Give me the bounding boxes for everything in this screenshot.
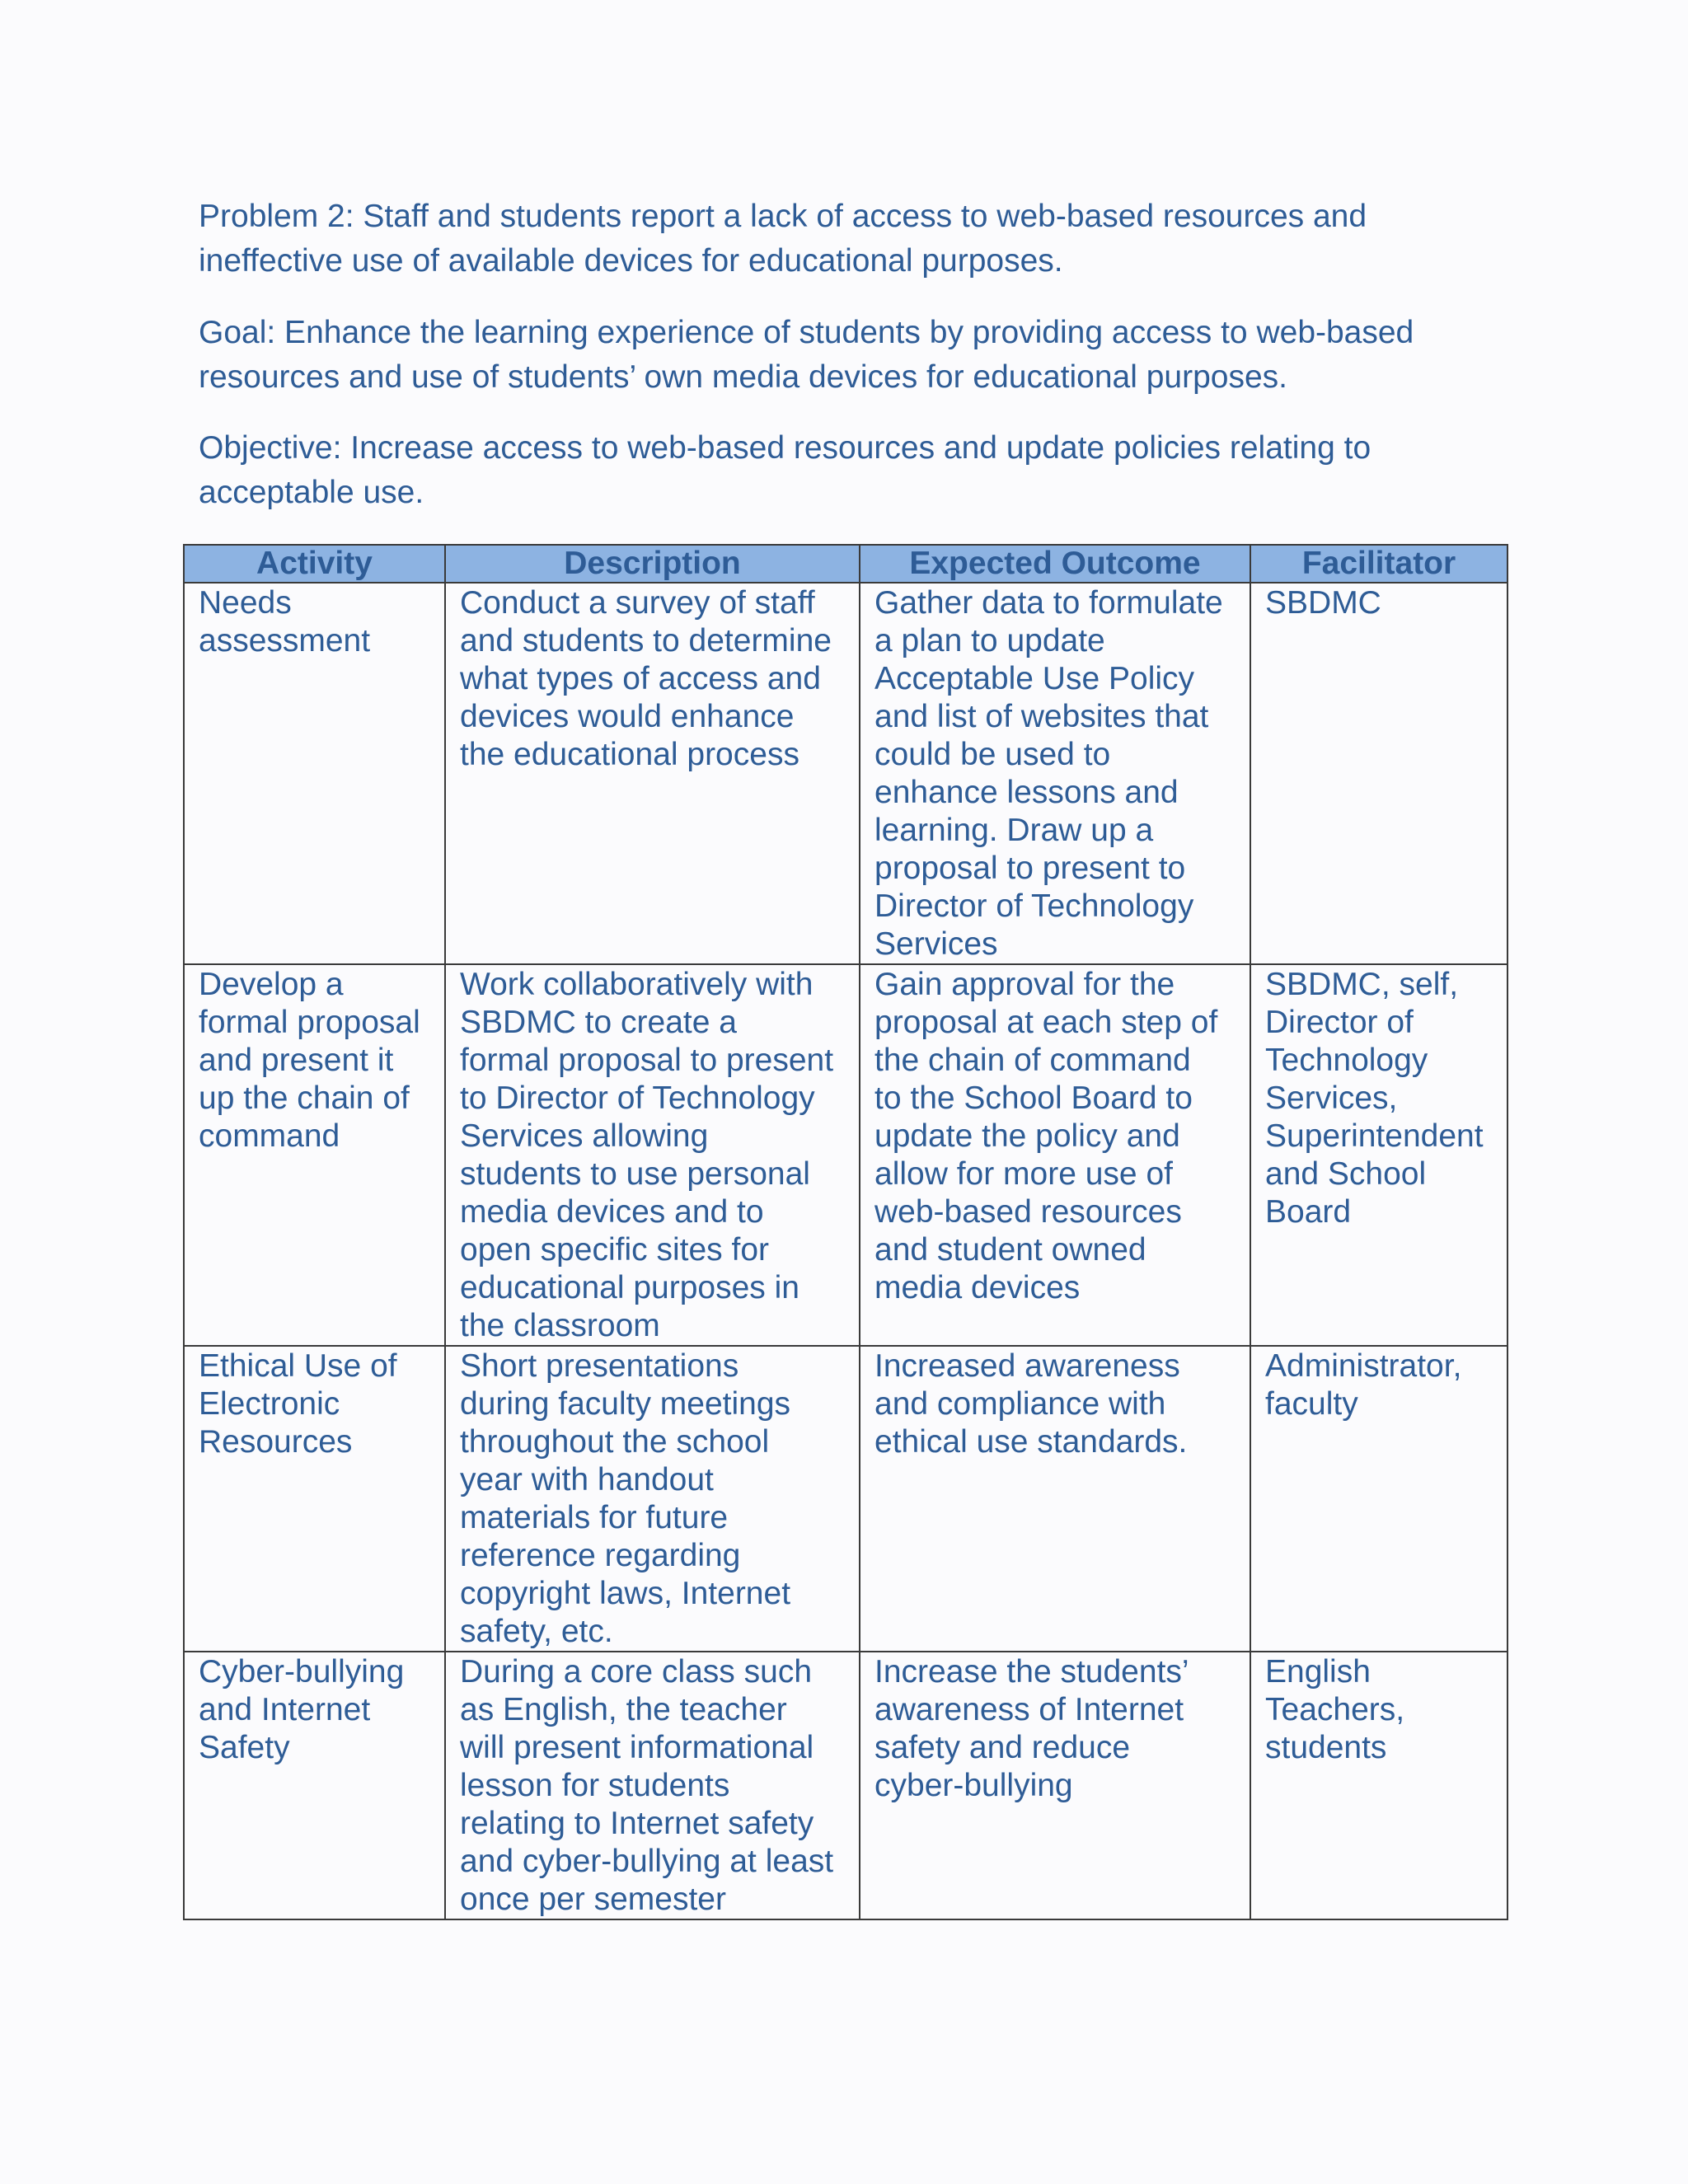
activity-cell: Needs assessment bbox=[184, 583, 445, 964]
activity-cell: Ethical Use of Electronic Resources bbox=[184, 1346, 445, 1652]
goal-statement: Goal: Enhance the learning experience of students by providing access to web-based resources and use of students’ own media devices for educational purposes. bbox=[199, 315, 1414, 395]
table-row bbox=[184, 1346, 1507, 1652]
expected-outcome-cell: Increased awareness and compliance with ethical use standards. bbox=[860, 1346, 1250, 1652]
facilitator-cell: Administrator, faculty bbox=[1250, 1346, 1507, 1652]
activity-cell: Develop a formal proposal and present it up the chain of command bbox=[184, 964, 445, 1346]
expected-outcome-cell: Gain approval for the proposal at each step of the chain of command to the School Board to update the policy and allow for more use of web-based resources and student owned media devices bbox=[860, 964, 1250, 1346]
description-cell: During a core class such as English, the teacher will present informational lesson for students relating to Internet safety and cyber-bullying at least once per semester bbox=[445, 1652, 860, 1919]
table-header-row bbox=[184, 545, 1507, 583]
description-cell: Work collaboratively with SBDMC to create a formal proposal to present to Director of Technology Services allowing students to use personal media devices and to open specific sites for educational purposes in the classroom bbox=[445, 964, 860, 1346]
header-activity: Activity bbox=[184, 545, 445, 583]
facilitator-cell: English Teachers, students bbox=[1250, 1652, 1507, 1919]
action-plan-table bbox=[183, 544, 1508, 1920]
header-description: Description bbox=[445, 545, 860, 583]
expected-outcome-cell: Gather data to formulate a plan to update Acceptable Use Policy and list of websites that could be used to enhance lessons and learning. Draw up a proposal to present to Director of Technology Services bbox=[860, 583, 1250, 964]
description-cell: Conduct a survey of staff and students to determine what types of access and devices would enhance the educational process bbox=[445, 583, 860, 964]
facilitator-cell: SBDMC, self, Director of Technology Services, Superintendent and School Board bbox=[1250, 964, 1507, 1346]
activity-cell: Cyber-bullying and Internet Safety bbox=[184, 1652, 445, 1919]
table-row bbox=[184, 583, 1507, 964]
header-expected-outcome: Expected Outcome bbox=[860, 545, 1250, 583]
expected-outcome-cell: Increase the students’ awareness of Internet safety and reduce cyber-bullying bbox=[860, 1652, 1250, 1919]
description-cell: Short presentations during faculty meetings throughout the school year with handout materials for future reference regarding copyright laws, Internet safety, etc. bbox=[445, 1346, 860, 1652]
facilitator-cell: SBDMC bbox=[1250, 583, 1507, 964]
table-row bbox=[184, 964, 1507, 1346]
problem-statement: Problem 2: Staff and students report a lack of access to web-based resources and ineffective use of available devices for educational purposes. bbox=[199, 199, 1367, 279]
table-row bbox=[184, 1652, 1507, 1919]
header-facilitator: Facilitator bbox=[1250, 545, 1507, 583]
objective-statement: Objective: Increase access to web-based resources and update policies relating to acceptable use. bbox=[199, 430, 1372, 510]
